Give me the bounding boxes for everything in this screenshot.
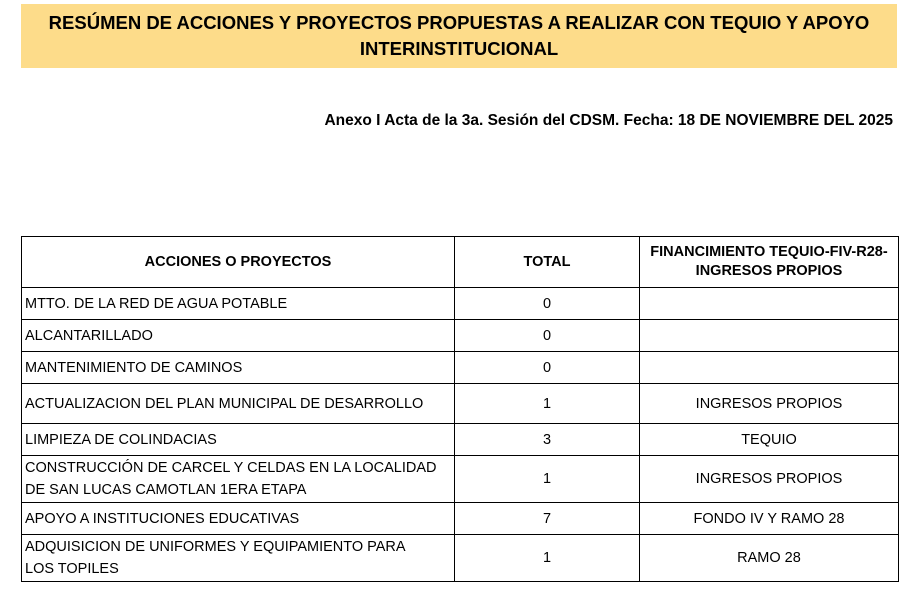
total-cell: 1 <box>455 456 640 503</box>
action-cell: APOYO A INSTITUCIONES EDUCATIVAS <box>22 503 455 535</box>
action-cell <box>22 535 455 582</box>
column-header-action-label: ACCIONES O PROYECTOS <box>144 253 332 270</box>
table-row <box>22 384 899 424</box>
action-cell: ALCANTARILLADO <box>22 320 455 352</box>
financing-cell: INGRESOS PROPIOS <box>640 384 899 424</box>
table-row <box>22 456 899 503</box>
column-header-financing-line-1: FINANCIMIENTO TEQUIO-FIV-R28- <box>650 244 888 260</box>
table-header-row <box>22 237 899 288</box>
financing-cell: INGRESOS PROPIOS <box>640 456 899 503</box>
action-cell-line-2: DE SAN LUCAS CAMOTLAN 1ERA ETAPA <box>25 482 307 498</box>
action-cell: LIMPIEZA DE COLINDACIAS <box>22 424 455 456</box>
action-cell <box>22 456 455 503</box>
column-header-total <box>455 237 640 288</box>
column-header-total-label: TOTAL <box>523 253 571 270</box>
table-row <box>22 535 899 582</box>
annex-subtitle: Anexo I Acta de la 3a. Sesión del CDSM. Fecha: 18 DE NOVIEMBRE DEL 2025 <box>324 112 893 129</box>
column-header-financing <box>640 237 899 288</box>
financing-cell <box>640 320 899 352</box>
financing-cell: FONDO IV Y RAMO 28 <box>640 503 899 535</box>
total-cell: 0 <box>455 320 640 352</box>
total-cell: 7 <box>455 503 640 535</box>
total-cell: 1 <box>455 384 640 424</box>
action-cell-line-1: CONSTRUCCIÓN DE CARCEL Y CELDAS EN LA LOCALIDAD <box>25 460 437 476</box>
actions-summary-table <box>21 236 899 582</box>
total-cell: 0 <box>455 352 640 384</box>
financing-cell: RAMO 28 <box>640 535 899 582</box>
action-cell: MANTENIMIENTO DE CAMINOS <box>22 352 455 384</box>
total-cell: 3 <box>455 424 640 456</box>
action-cell-line-2: LOS TOPILES <box>25 561 119 577</box>
action-cell-line-1: ADQUISICION DE UNIFORMES Y EQUIPAMIENTO PARA <box>25 539 406 555</box>
table-row <box>22 352 899 384</box>
action-cell: MTTO. DE LA RED DE AGUA POTABLE <box>22 288 455 320</box>
page-title-line-1: RESÚMEN DE ACCIONES Y PROYECTOS PROPUESTAS A REALIZAR CON TEQUIO Y APOYO <box>48 12 870 33</box>
column-header-action <box>22 237 455 288</box>
total-cell: 0 <box>455 288 640 320</box>
table-row <box>22 288 899 320</box>
column-header-financing-line-2: INGRESOS PROPIOS <box>695 263 843 279</box>
table-row <box>22 424 899 456</box>
table-row <box>22 503 899 535</box>
total-cell: 1 <box>455 535 640 582</box>
financing-cell <box>640 352 899 384</box>
title-banner <box>21 4 897 68</box>
table-row <box>22 320 899 352</box>
financing-cell: TEQUIO <box>640 424 899 456</box>
page-title-line-2: INTERINSTITUCIONAL <box>359 38 559 59</box>
financing-cell <box>640 288 899 320</box>
action-cell: ACTUALIZACION DEL PLAN MUNICIPAL DE DESARROLLO <box>22 384 455 424</box>
